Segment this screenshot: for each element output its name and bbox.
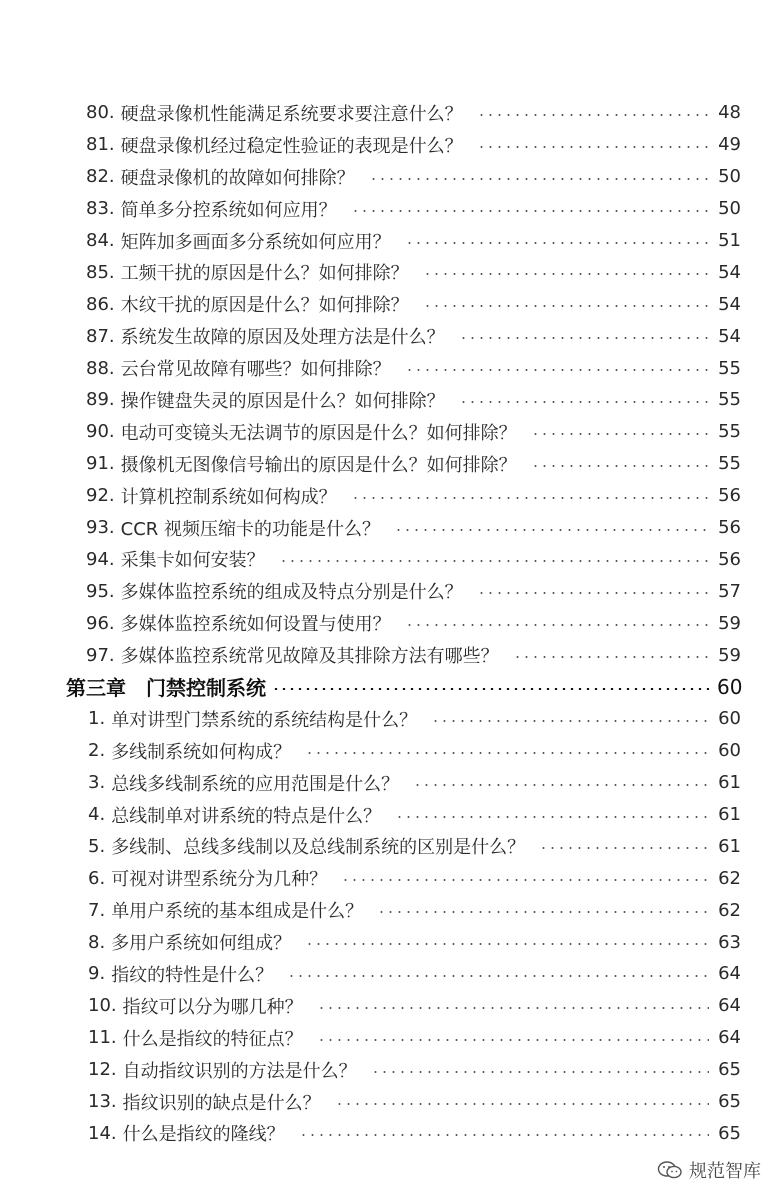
toc-entry-page: 50 bbox=[718, 166, 741, 188]
toc-entry-number: 82. bbox=[86, 166, 115, 188]
toc-entry-page: 62 bbox=[718, 899, 741, 921]
toc-entry-page: 48 bbox=[718, 102, 741, 124]
toc-entry-page: 55 bbox=[718, 389, 741, 411]
dot-leader bbox=[371, 1071, 709, 1073]
toc-entry-page: 51 bbox=[718, 230, 741, 251]
toc-entry-page: 60 bbox=[718, 708, 741, 730]
toc-entry-title: 采集卡如何安装？ bbox=[120, 550, 265, 572]
toc-entry-title: 硬盘录像机性能满足系统要求要注意什么？ bbox=[120, 103, 463, 125]
toc-entry-title: 操作键盘失灵的原因是什么？如何排除？ bbox=[120, 390, 445, 412]
toc-entry-number: 89. bbox=[86, 389, 115, 411]
toc-entry[interactable] bbox=[0, 735, 783, 767]
toc-entry-number: 90. bbox=[86, 421, 115, 443]
dot-leader bbox=[431, 720, 709, 722]
toc-entry-page: 54 bbox=[718, 293, 741, 315]
toc-entry-number: 14. bbox=[88, 1122, 117, 1144]
dot-leader bbox=[317, 1007, 709, 1009]
toc-entry-page: 57 bbox=[718, 580, 741, 602]
toc-entry-title: 系统发生故障的原因及处理方法是什么？ bbox=[120, 327, 445, 349]
watermark-text: 规范智库 bbox=[689, 1161, 761, 1182]
toc-entry[interactable] bbox=[0, 1022, 783, 1054]
toc-entry-number: 84. bbox=[86, 230, 115, 251]
toc-entry-title: 指纹可以分为哪几种？ bbox=[122, 996, 303, 1018]
dot-leader bbox=[305, 943, 709, 945]
toc-entry-title: 单用户系统的基本组成是什么？ bbox=[111, 901, 364, 923]
toc-entry-title: 多媒体监控系统如何设置与使用？ bbox=[120, 614, 391, 636]
toc-entry-title: 多媒体监控系统的组成及特点分别是什么？ bbox=[120, 582, 463, 604]
toc-entry-page: 60 bbox=[718, 740, 741, 762]
toc-entry-title: 摄像机无图像信号输出的原因是什么？如何排除？ bbox=[120, 454, 517, 476]
toc-entry-title: 简单多分控系统如何应用？ bbox=[120, 199, 337, 221]
toc-entry[interactable] bbox=[0, 129, 783, 161]
toc-entry-number: 7. bbox=[88, 899, 106, 921]
toc-entry[interactable] bbox=[0, 799, 783, 831]
toc-entry-page: 56 bbox=[718, 485, 741, 507]
dot-leader bbox=[413, 784, 709, 786]
watermark bbox=[657, 1157, 761, 1183]
toc-entry-title: 多用户系统如何组成？ bbox=[111, 933, 292, 955]
dot-leader bbox=[459, 401, 709, 403]
toc-entry-title: 指纹的特性是什么？ bbox=[111, 964, 274, 986]
toc-entry-page: 50 bbox=[718, 198, 741, 220]
toc-entry-page: 62 bbox=[718, 867, 741, 889]
toc-entry-title: 矩阵加多画面多分系统如何应用？ bbox=[120, 231, 391, 253]
toc-entry-page: 65 bbox=[718, 1122, 741, 1144]
toc-entry-number: 80. bbox=[86, 102, 115, 124]
toc-entry-page: 64 bbox=[718, 995, 741, 1017]
toc-entry-page: 65 bbox=[718, 1059, 741, 1081]
toc-entry-page: 65 bbox=[718, 1091, 741, 1113]
toc-entry[interactable] bbox=[0, 830, 783, 862]
toc-entry-page: 56 bbox=[718, 548, 741, 570]
toc-entry-title: 多线制、总线多线制以及总线制系统的区别是什么？ bbox=[111, 837, 526, 859]
toc-entry[interactable] bbox=[0, 416, 783, 448]
toc-entry-number: 8. bbox=[88, 931, 106, 953]
toc-entry-page: 59 bbox=[718, 644, 741, 666]
toc-entry-page: 56 bbox=[718, 517, 741, 539]
toc-entry-title: 计算机控制系统如何构成？ bbox=[120, 486, 337, 508]
toc-entry[interactable] bbox=[0, 862, 783, 894]
toc-entry-number: 92. bbox=[86, 485, 115, 507]
chapter-title: 门禁控制系统 bbox=[146, 676, 266, 701]
dot-leader bbox=[477, 114, 709, 116]
toc-entry[interactable] bbox=[0, 225, 783, 257]
toc-entry-page: 55 bbox=[718, 357, 741, 379]
toc-entry-page: 54 bbox=[718, 325, 741, 347]
toc-entry-number: 91. bbox=[86, 453, 115, 475]
toc-entry-number: 11. bbox=[88, 1027, 117, 1049]
toc-entry-number: 3. bbox=[88, 772, 106, 794]
toc-entry[interactable] bbox=[0, 767, 783, 799]
toc-entry-page: 59 bbox=[718, 612, 741, 634]
toc-entry[interactable] bbox=[0, 990, 783, 1022]
toc-entry[interactable] bbox=[0, 1118, 783, 1150]
toc-entry-page: 63 bbox=[718, 931, 741, 953]
toc-entry[interactable] bbox=[0, 320, 783, 352]
dot-leader bbox=[513, 656, 709, 658]
dot-leader bbox=[335, 1103, 709, 1105]
toc-entry[interactable] bbox=[0, 703, 783, 735]
dot-leader bbox=[423, 305, 709, 307]
toc-entry[interactable] bbox=[0, 607, 783, 639]
toc-entry[interactable] bbox=[0, 256, 783, 288]
toc-entry-page: 61 bbox=[718, 835, 741, 857]
toc-entry[interactable] bbox=[0, 575, 783, 607]
dot-leader bbox=[477, 592, 709, 594]
toc-entry-number: 4. bbox=[88, 804, 106, 826]
dot-leader bbox=[405, 369, 709, 371]
toc-entry[interactable] bbox=[0, 480, 783, 512]
toc-entry-page: 61 bbox=[718, 772, 741, 794]
toc-entry-title: 指纹识别的缺点是什么？ bbox=[122, 1092, 321, 1114]
toc-entry-number: 93. bbox=[86, 517, 115, 539]
toc-entry-title: 硬盘录像机经过稳定性验证的表现是什么？ bbox=[120, 135, 463, 157]
toc-entry[interactable] bbox=[0, 639, 783, 671]
toc-entry-title: 自动指纹识别的方法是什么？ bbox=[122, 1060, 357, 1082]
toc-entry[interactable] bbox=[0, 1086, 783, 1118]
toc-entry-number: 2. bbox=[88, 740, 106, 762]
toc-entry-number: 95. bbox=[86, 580, 115, 602]
dot-leader bbox=[531, 433, 709, 435]
toc-entry-page: 61 bbox=[718, 804, 741, 826]
dot-leader bbox=[377, 911, 709, 913]
toc-entry-number: 9. bbox=[88, 963, 106, 985]
dot-leader bbox=[423, 273, 709, 275]
toc-entry-page: 55 bbox=[718, 421, 741, 443]
toc-entry-page: 55 bbox=[718, 453, 741, 475]
dot-leader bbox=[317, 1039, 709, 1041]
toc-entry-number: 1. bbox=[88, 708, 106, 730]
chapter-page: 60 bbox=[717, 674, 743, 699]
dot-leader bbox=[351, 210, 709, 212]
toc-entry-number: 10. bbox=[88, 995, 117, 1017]
dot-leader bbox=[272, 688, 709, 690]
toc-entry-number: 85. bbox=[86, 261, 115, 283]
toc-entry-page: 64 bbox=[718, 963, 741, 985]
toc-entry[interactable] bbox=[0, 384, 783, 416]
toc-entry-number: 97. bbox=[86, 644, 115, 666]
toc-entry-title: 单对讲型门禁系统的系统结构是什么？ bbox=[111, 709, 418, 731]
toc-entry-title: 总线多线制系统的应用范围是什么？ bbox=[111, 773, 400, 795]
dot-leader bbox=[459, 337, 709, 339]
toc-entry[interactable] bbox=[0, 97, 783, 129]
toc-entry[interactable] bbox=[0, 958, 783, 990]
toc-entry-number: 94. bbox=[86, 548, 115, 570]
toc-entry-title: 总线制单对讲系统的特点是什么？ bbox=[111, 805, 382, 827]
toc-entry-page: 49 bbox=[718, 134, 741, 156]
toc-entry[interactable] bbox=[0, 1054, 783, 1086]
dot-leader bbox=[369, 178, 709, 180]
toc-entry-number: 88. bbox=[86, 357, 115, 379]
toc-entry-number: 86. bbox=[86, 293, 115, 315]
toc-entry-title: 什么是指纹的隆线？ bbox=[122, 1124, 285, 1146]
toc-entry-number: 96. bbox=[86, 612, 115, 634]
dot-leader bbox=[351, 497, 709, 499]
toc-entry[interactable] bbox=[0, 543, 783, 575]
toc-entry-title: 多媒体监控系统常见故障及其排除方法有哪些？ bbox=[120, 646, 499, 668]
toc-entry-number: 81. bbox=[86, 134, 115, 156]
dot-leader bbox=[305, 752, 709, 754]
dot-leader bbox=[341, 879, 709, 881]
toc-entry-title: 硬盘录像机的故障如何排除？ bbox=[120, 167, 355, 189]
dot-leader bbox=[405, 624, 709, 626]
toc-entry[interactable] bbox=[0, 894, 783, 926]
toc-entry-number: 83. bbox=[86, 198, 115, 220]
toc-entry[interactable] bbox=[0, 288, 783, 320]
dot-leader bbox=[395, 816, 709, 818]
toc-entry-title: 多线制系统如何构成？ bbox=[111, 741, 292, 763]
toc-entry-title: 工频干扰的原因是什么？如何排除？ bbox=[120, 263, 409, 285]
wechat-icon bbox=[657, 1160, 683, 1180]
dot-leader bbox=[405, 242, 709, 244]
toc-entry[interactable] bbox=[0, 926, 783, 958]
toc-entry[interactable] bbox=[0, 512, 783, 544]
dot-leader bbox=[287, 975, 709, 977]
toc-entry-page: 54 bbox=[718, 261, 741, 283]
toc-entry-title: 云台常见故障有哪些？如何排除？ bbox=[120, 359, 391, 381]
dot-leader bbox=[299, 1134, 709, 1136]
dot-leader bbox=[394, 529, 709, 531]
toc-entry[interactable] bbox=[0, 448, 783, 480]
toc-entry-title: CCR 视频压缩卡的功能是什么？ bbox=[120, 518, 381, 540]
toc-entry-title: 木纹干扰的原因是什么？如何排除？ bbox=[120, 295, 409, 317]
dot-leader bbox=[531, 465, 709, 467]
toc-entry-number: 13. bbox=[88, 1091, 117, 1113]
toc-entry-number: 6. bbox=[88, 867, 106, 889]
toc-entry-number: 87. bbox=[86, 325, 115, 347]
toc-entry-number: 12. bbox=[88, 1059, 117, 1081]
dot-leader bbox=[539, 847, 709, 849]
toc-entry[interactable] bbox=[0, 161, 783, 193]
toc-entry[interactable] bbox=[0, 352, 783, 384]
toc-entry-title: 什么是指纹的特征点？ bbox=[122, 1028, 303, 1050]
toc-entry-title: 可视对讲型系统分为几种？ bbox=[111, 869, 328, 891]
chapter-heading[interactable] bbox=[0, 671, 783, 703]
dot-leader bbox=[279, 560, 709, 562]
toc-entry-number: 5. bbox=[88, 835, 106, 857]
toc-entry-title: 电动可变镜头无法调节的原因是什么？如何排除？ bbox=[120, 422, 517, 444]
chapter-label: 第三章 bbox=[66, 676, 126, 701]
table-of-contents bbox=[0, 97, 783, 1149]
dot-leader bbox=[477, 146, 709, 148]
toc-entry-page: 64 bbox=[718, 1027, 741, 1049]
toc-entry[interactable] bbox=[0, 193, 783, 225]
